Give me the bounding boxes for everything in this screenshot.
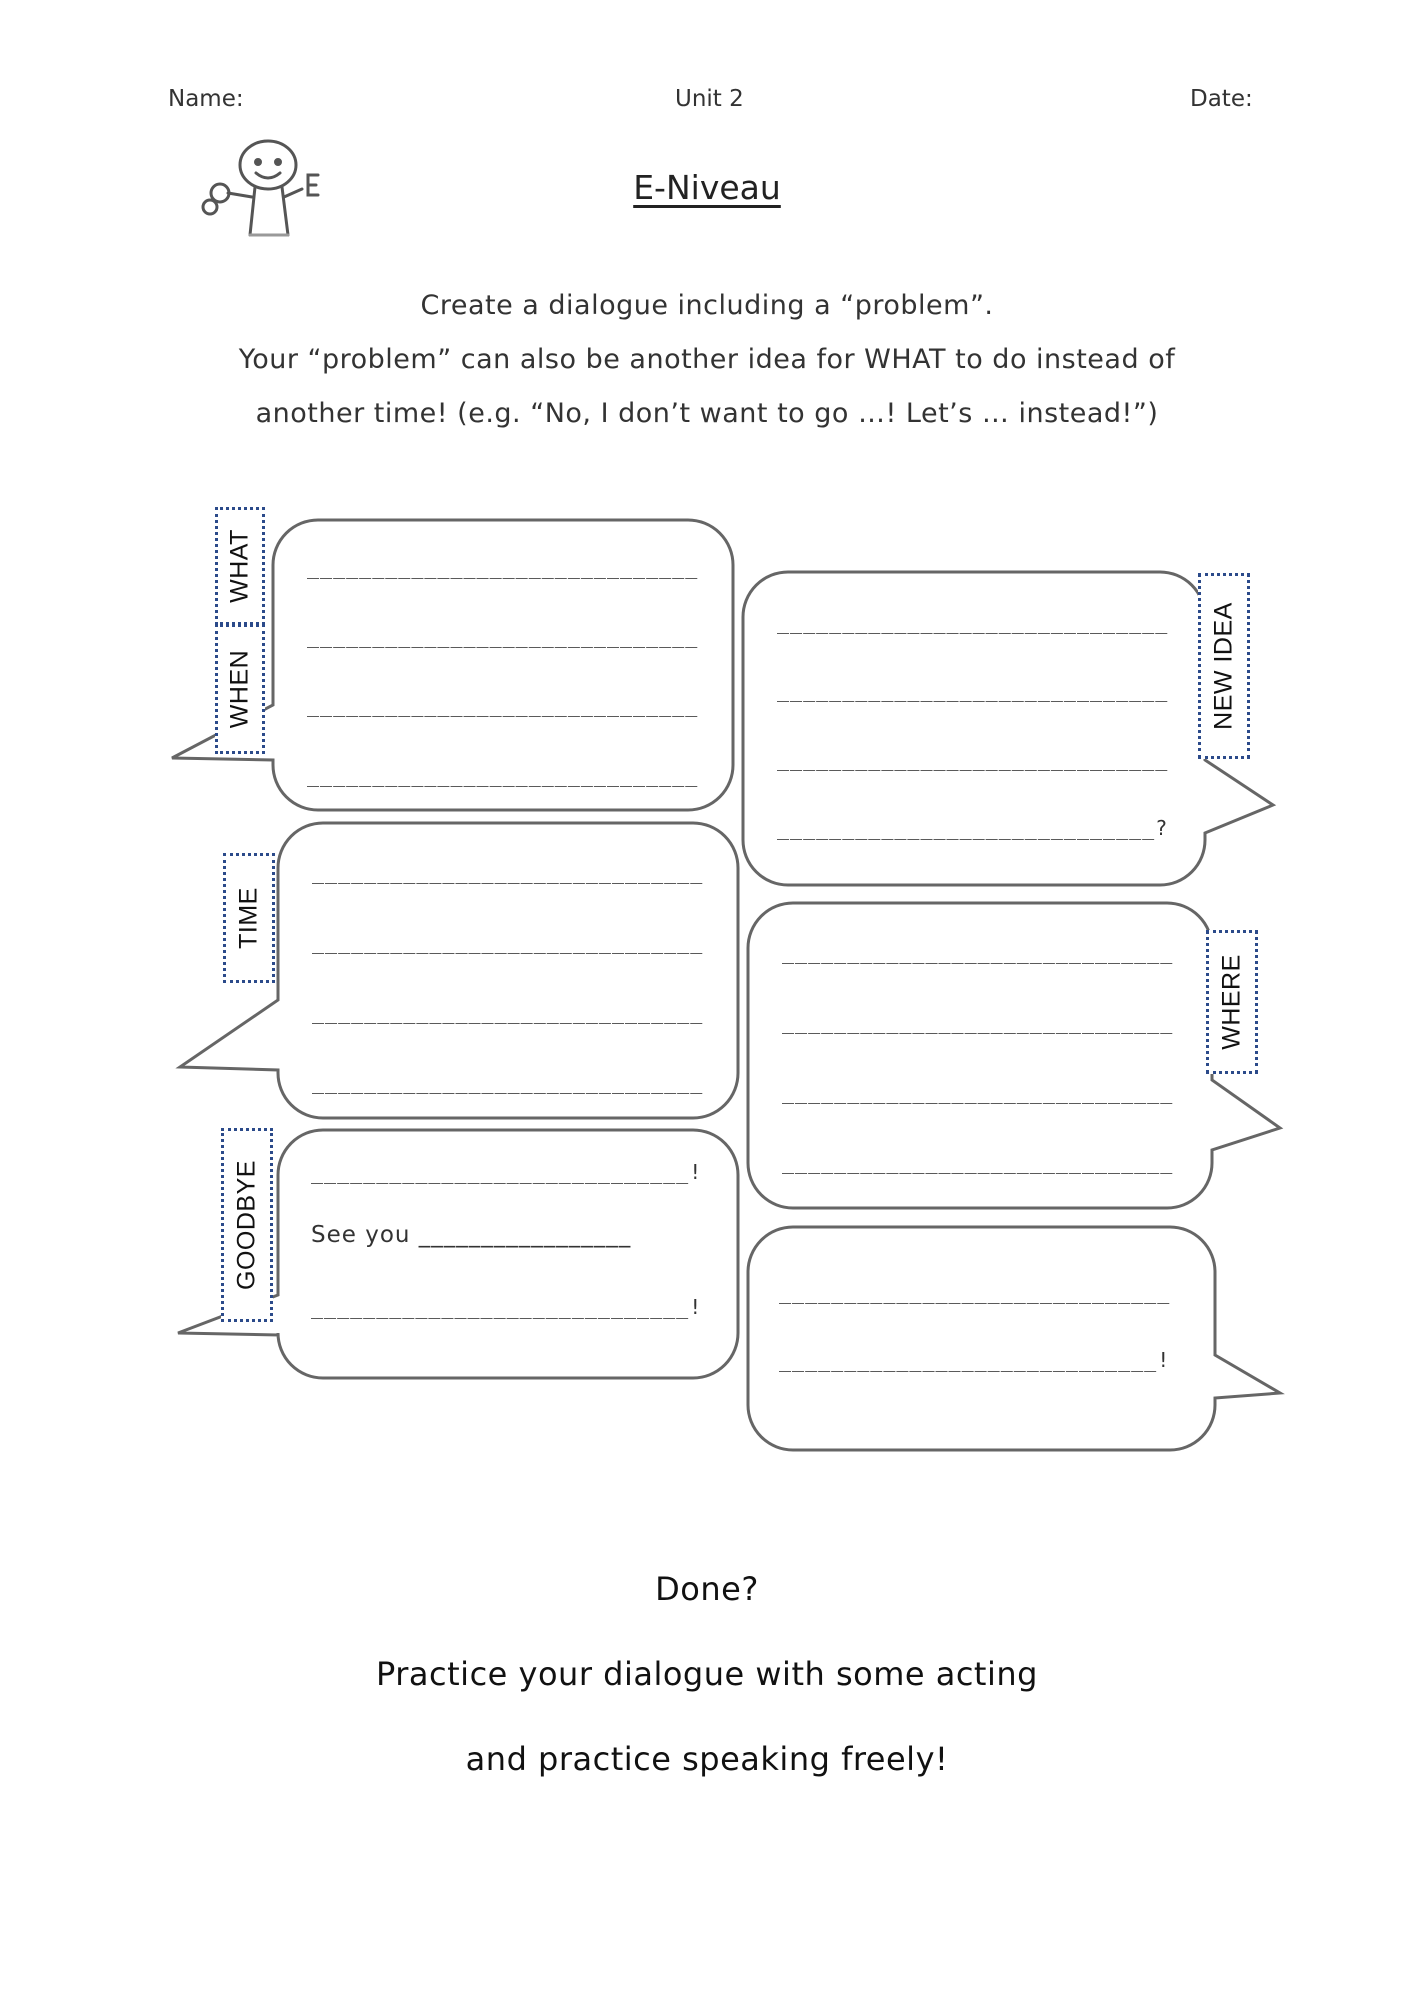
blank-line[interactable]: ______________________________ [779, 1280, 1171, 1304]
blank-line[interactable]: ______________________________ [312, 930, 704, 954]
done-line-2: and practice speaking freely! [465, 1740, 949, 1778]
name-label: Name: [168, 86, 244, 112]
blank-line[interactable]: ______________________________ [312, 1000, 704, 1024]
speech-bubble-6 [748, 1227, 1280, 1450]
instruction-line-3: another time! (e.g. “No, I don’t want to go …! Let’s … instead!”) [255, 398, 1159, 429]
blank-line[interactable]: ______________________________ [782, 940, 1174, 964]
done-line-1: Practice your dialogue with some acting [376, 1655, 1038, 1693]
done-heading: Done? [655, 1570, 759, 1608]
blank-line-exclaim[interactable]: _____________________________! [311, 1160, 703, 1184]
blank-line[interactable]: ______________________________ [777, 747, 1169, 771]
blank-line[interactable]: ______________________________ [777, 678, 1169, 702]
tag-where: WHERE [1206, 930, 1258, 1074]
blank-line[interactable]: ______________________________ [307, 693, 699, 717]
blank-line[interactable]: ______________________________ [777, 610, 1169, 634]
blank-line-question[interactable]: _____________________________? [777, 816, 1169, 840]
blank-line[interactable]: ______________________________ [782, 1080, 1174, 1104]
blank-line-exclaim[interactable]: _____________________________! [311, 1295, 703, 1319]
blank-line[interactable]: ______________________________ [312, 1070, 704, 1094]
tag-time: TIME [223, 853, 275, 983]
instruction-line-2: Your “problem” can also be another idea for WHAT to do instead of [238, 344, 1176, 375]
tag-when: WHEN [215, 624, 265, 754]
tag-new-idea: NEW IDEA [1198, 573, 1250, 759]
blank-line[interactable]: ______________________________ [307, 763, 699, 787]
blank-line[interactable]: ______________________________ [782, 1150, 1174, 1174]
unit-label: Unit 2 [675, 86, 744, 112]
tag-goodbye: GOODBYE [221, 1128, 273, 1322]
date-label: Date: [1190, 86, 1253, 112]
blank-line[interactable]: ______________________________ [312, 860, 704, 884]
blank-line[interactable]: ______________________________ [307, 624, 699, 648]
see-you-line[interactable]: See you _________________ [311, 1222, 632, 1248]
instruction-line-1: Create a dialogue including a “problem”. [420, 290, 994, 321]
blank-line[interactable]: ______________________________ [307, 555, 699, 579]
page-title: E-Niveau [633, 168, 781, 207]
blank-line-exclaim[interactable]: _____________________________! [779, 1348, 1171, 1372]
blank-line[interactable]: ______________________________ [782, 1010, 1174, 1034]
tag-what: WHAT [215, 507, 265, 625]
